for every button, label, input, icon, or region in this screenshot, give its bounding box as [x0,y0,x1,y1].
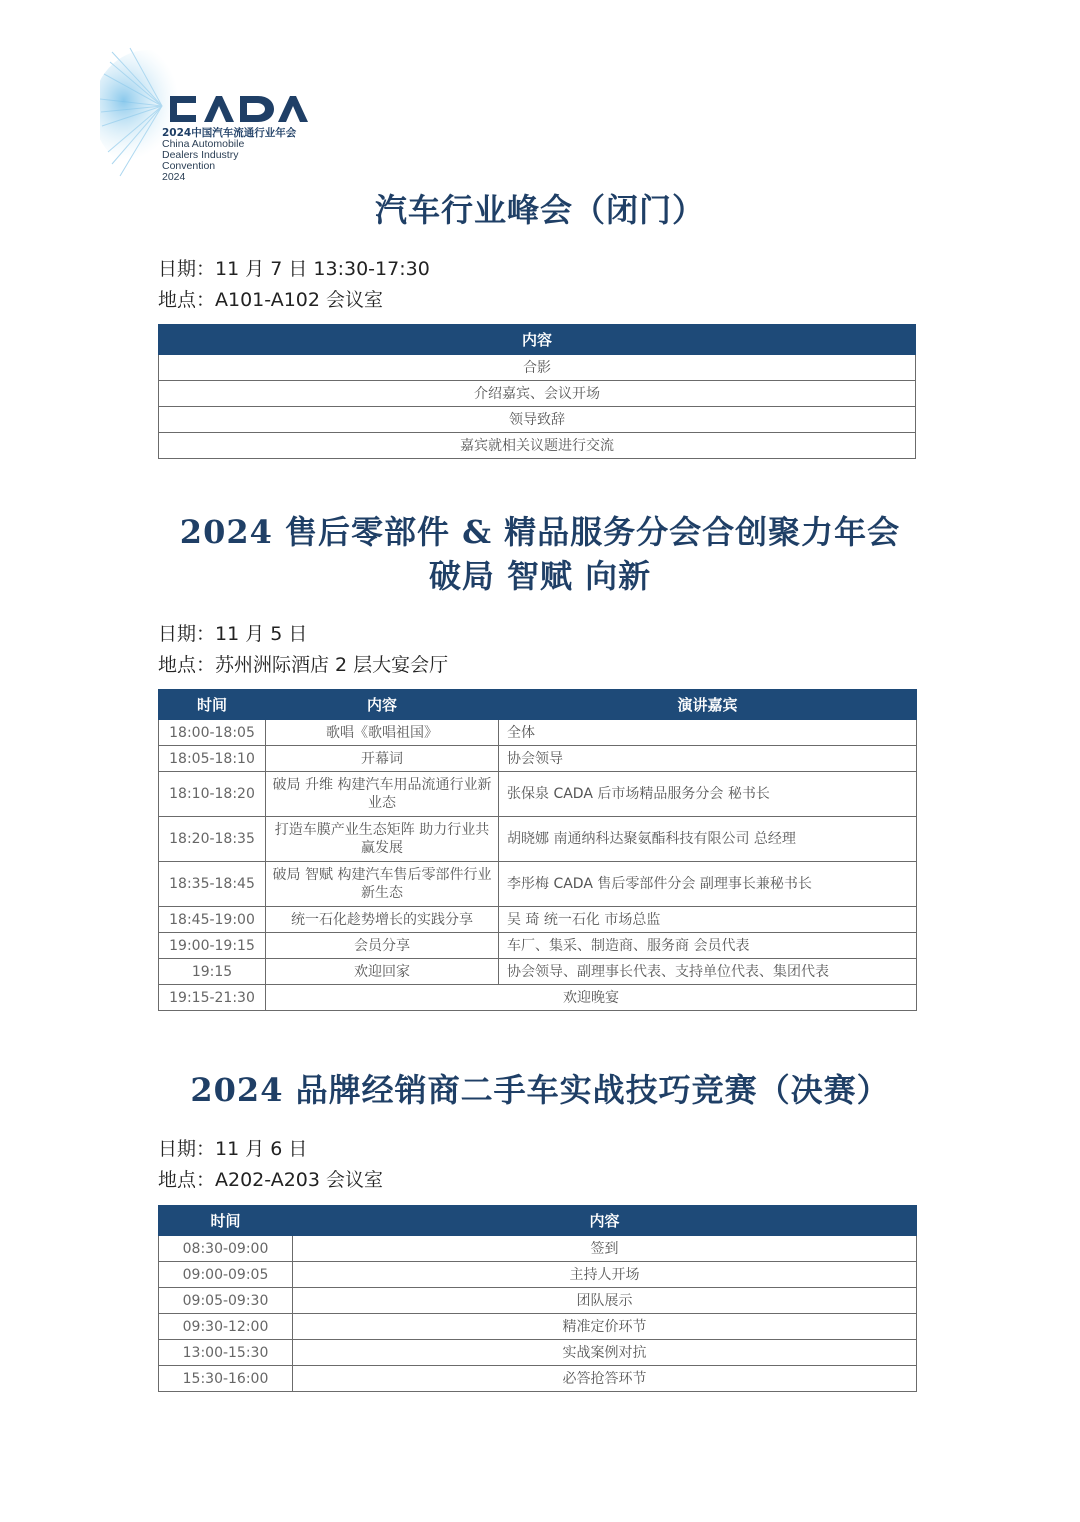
speaker-cell: 李彤梅 CADA 售后零部件分会 副理事长兼秘书长 [499,862,917,907]
table-row [159,720,917,746]
time-cell: 18:20-18:35 [159,817,266,862]
table-row [159,746,917,772]
table-row [159,772,917,817]
header-content: 内容 [159,325,916,355]
content-cell: 统一石化趁势增长的实践分享 [266,907,499,933]
table-row [159,1340,917,1366]
content-cell: 打造车膜产业生态矩阵 助力行业共赢发展 [266,817,499,862]
time-cell: 09:30-12:00 [159,1314,293,1340]
content-cell: 必答抢答环节 [293,1366,917,1392]
time-cell: 18:35-18:45 [159,862,266,907]
section3-place: 地点：A202-A203 会议室 [158,1169,384,1191]
cada-logo [100,44,330,194]
section1-place: 地点：A101-A102 会议室 [158,289,384,311]
table-row [159,1366,917,1392]
table-row [159,817,917,862]
header-speaker: 演讲嘉宾 [499,690,917,720]
content-cell: 实战案例对抗 [293,1340,917,1366]
header-content: 内容 [293,1206,917,1236]
table-row [159,959,917,985]
section2-title-line2: 破局 智赋 向新 [428,557,652,595]
table-row [159,985,917,1011]
table-row [159,1236,917,1262]
speaker-cell: 协会领导、副理事长代表、支持单位代表、集团代表 [499,959,917,985]
table-row [159,907,917,933]
content-cell: 嘉宾就相关议题进行交流 [159,433,916,459]
speaker-cell: 车厂、集采、制造商、服务商 会员代表 [499,933,917,959]
content-cell: 会员分享 [266,933,499,959]
table-row [159,1288,917,1314]
speaker-cell: 吴 琦 统一石化 市场总监 [499,907,917,933]
content-cell: 精准定价环节 [293,1314,917,1340]
table-row [159,433,916,459]
table-header-row [159,325,916,355]
table-row [159,1314,917,1340]
section3-title: 2024 品牌经销商二手车实战技巧竞赛（决赛） [190,1071,890,1109]
logo-english-line: Convention [162,160,216,172]
content-cell: 欢迎回家 [266,959,499,985]
section3-table [158,1205,917,1392]
table-header-row [159,690,917,720]
content-cell: 介绍嘉宾、会议开场 [159,381,916,407]
speaker-cell: 胡晓娜 南通纳科达聚氨酯科技有限公司 总经理 [499,817,917,862]
header-time: 时间 [159,1206,293,1236]
section2-table [158,689,917,1011]
time-cell: 18:45-19:00 [159,907,266,933]
speaker-cell: 张保泉 CADA 后市场精品服务分会 秘书长 [499,772,917,817]
content-cell: 合影 [159,355,916,381]
table-row [159,355,916,381]
content-cell: 欢迎晚宴 [266,985,917,1011]
time-cell: 08:30-09:00 [159,1236,293,1262]
time-cell: 15:30-16:00 [159,1366,293,1392]
content-cell: 签到 [293,1236,917,1262]
table-row [159,933,917,959]
time-cell: 18:10-18:20 [159,772,266,817]
table-header-row [159,1206,917,1236]
time-cell: 19:15-21:30 [159,985,266,1011]
section2-title-line1: 2024 售后零部件 & 精品服务分会合创聚力年会 [179,513,901,551]
logo-english-line: China Automobile [162,138,245,150]
time-cell: 13:00-15:30 [159,1340,293,1366]
time-cell: 19:15 [159,959,266,985]
table-row [159,862,917,907]
time-cell: 19:00-19:15 [159,933,266,959]
content-cell: 开幕词 [266,746,499,772]
logo-english-line: 2024 [162,171,186,183]
section3-date: 日期：11 月 6 日 [158,1138,308,1160]
logo-chinese-text: 2024中国汽车流通行业年会 [162,127,297,139]
time-cell: 09:05-09:30 [159,1288,293,1314]
section2-place: 地点：苏州洲际酒店 2 层大宴会厅 [158,654,449,676]
table-row [159,407,916,433]
section1-date: 日期：11 月 7 日 13:30-17:30 [158,258,430,280]
content-cell: 歌唱《歌唱祖国》 [266,720,499,746]
speaker-cell: 协会领导 [499,746,917,772]
time-cell: 09:00-09:05 [159,1262,293,1288]
section1-table [158,324,916,459]
header-time: 时间 [159,690,266,720]
speaker-cell: 全体 [499,720,917,746]
table-row [159,381,916,407]
time-cell: 18:05-18:10 [159,746,266,772]
content-cell: 领导致辞 [159,407,916,433]
logo-english-line: Dealers Industry [162,149,239,161]
content-cell: 破局 智赋 构建汽车售后零部件行业新生态 [266,862,499,907]
section2-date: 日期：11 月 5 日 [158,623,308,645]
content-cell: 团队展示 [293,1288,917,1314]
table-row [159,1262,917,1288]
content-cell: 主持人开场 [293,1262,917,1288]
content-cell: 破局 升维 构建汽车用品流通行业新业态 [266,772,499,817]
header-content: 内容 [266,690,499,720]
time-cell: 18:00-18:05 [159,720,266,746]
section1-title: 汽车行业峰会（闭门） [374,191,705,229]
